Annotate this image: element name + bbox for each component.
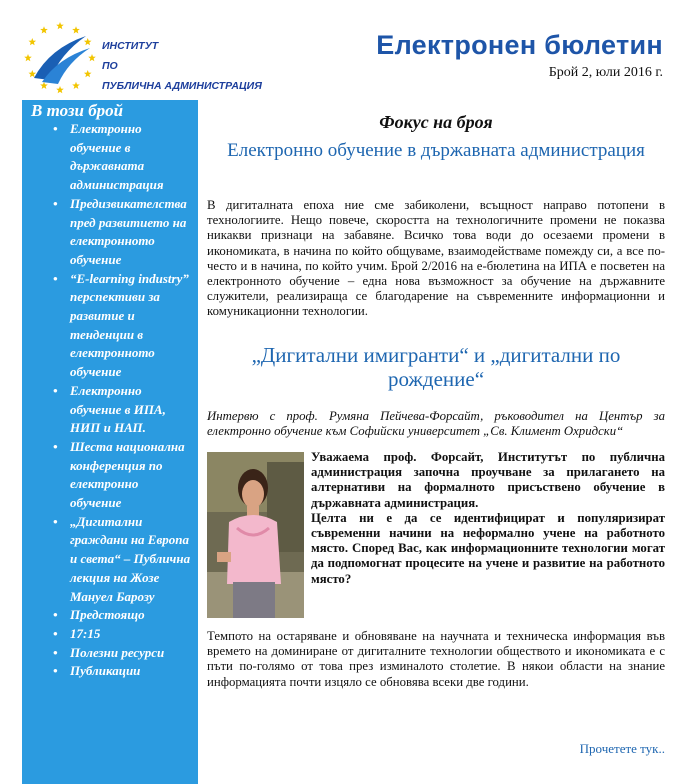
sidebar-item[interactable]: • Публикации (70, 662, 192, 681)
interview-question (311, 450, 665, 587)
sidebar-list (22, 120, 198, 681)
eu-stars-logo-icon (20, 18, 100, 100)
sidebar-item[interactable]: • Електронно обучение в ИПА, НИП и НАП. (53, 382, 166, 436)
bullet-icon: • (53, 663, 58, 679)
star-icon (72, 82, 80, 89)
star-icon (28, 38, 36, 45)
question-part-1: Уважаема проф. Форсайт, Институтът по публична администрация започна проучване за прилагането на алтернативи на формалното присъствено обучение в държавната администрация. (311, 450, 665, 510)
sidebar-item[interactable]: • „Дигитални граждани на Европа и света“ – Публична лекция на Жозе Мануел Барозу (53, 513, 191, 604)
bullet-icon: • (53, 270, 58, 286)
sidebar-heading: В този брой (31, 101, 124, 120)
sidebar-item[interactable]: • Електронно обучение в държавната администрация (53, 121, 164, 193)
logo-line-3: ПУБЛИЧНА АДМИНИСТРАЦИЯ (102, 80, 262, 92)
bullet-icon: • (53, 644, 58, 660)
bullet-icon: • (53, 121, 58, 136)
sidebar-item[interactable]: • Полезни ресурси (70, 644, 192, 663)
star-icon (88, 54, 96, 61)
star-icon (84, 70, 92, 77)
article-1-heading[interactable]: Електронно обучение в държавната администрация (227, 140, 645, 161)
star-icon (28, 70, 36, 77)
question-part-2: Целта ни е да се идентифицират и популяризират съвременни начини на неформално учене на работното място. Според Вас, как информационните технологии могат да подпомогнат процесите на учене и развитие на работното място? (311, 510, 665, 586)
bullet-icon: • (53, 195, 58, 211)
bullet-icon: • (53, 382, 58, 398)
institute-logo (20, 18, 290, 100)
article-2-heading[interactable]: „Дигитални имигранти“ и „дигитални по рождение“ (251, 343, 621, 391)
newsletter-title: Електронен бюлетин (376, 30, 663, 60)
person-photo (207, 452, 304, 618)
star-icon (56, 22, 64, 29)
intro-paragraph: В дигиталната епоха ние сме забиколени, всъщност направо потопени в технологиите. Нещо повече, скоростта на технологичните промени не показва никакви признаци на забавяне. Всичко това води до осезаеми промени в икономиката, в начина по който общуваме, взаимодействаме помежду си, а все по-често и в начина, по който учим. Брой 2/2016 на е-бюлетина на ИПА е посветен на електронното обучение – една нова възможност за обучение на държавните служители, реализираща се благодарение на съвременните информационни и комуникационни технологии. (207, 198, 665, 319)
star-icon (40, 82, 48, 89)
sidebar-item[interactable]: • 17:15 (70, 625, 192, 644)
star-icon (72, 26, 80, 33)
logo-line-2: ПО (102, 60, 118, 72)
sidebar (22, 100, 198, 784)
star-icon (40, 26, 48, 33)
issue-date: Брой 2, юли 2016 г. (548, 65, 663, 80)
bullet-icon: • (53, 607, 58, 623)
interview-intro: Интервю с проф. Румяна Пейчева-Форсайт, ръководител на Център за електронно обучение към Софийски университет „Св. Климент Охридски“ (207, 409, 665, 439)
star-icon (56, 86, 64, 93)
sidebar-item[interactable]: • Шеста национална конференция по електронно обучение (53, 438, 185, 511)
bullet-icon: • (53, 513, 58, 529)
read-more-link[interactable]: Прочетете тук.. (579, 741, 665, 756)
star-icon (84, 38, 92, 45)
focus-heading: Фокус на броя (379, 112, 493, 132)
sidebar-item[interactable]: • Предстоящо (70, 606, 192, 625)
bullet-icon: • (53, 438, 58, 454)
sidebar-item[interactable]: • “E-learning industry” перспективи за развитие и тенденции в електронното обучение (53, 270, 189, 380)
logo-line-1: ИНСТИТУТ (102, 40, 159, 52)
answer-paragraph: Темпото на остаряване и обновяване на научната и техническа информация във времето на доминиране от дигиталните технологии обществото и икономиката е с пъти по-голямо от това през изминалото столетие. В някои области на знание информацията почти изцяло се обновява всеки две години. (207, 629, 665, 689)
star-icon (24, 54, 32, 61)
bullet-icon: • (53, 625, 58, 641)
sidebar-item[interactable]: • Предизвикателства пред развитието на електронното обучение (53, 195, 187, 267)
